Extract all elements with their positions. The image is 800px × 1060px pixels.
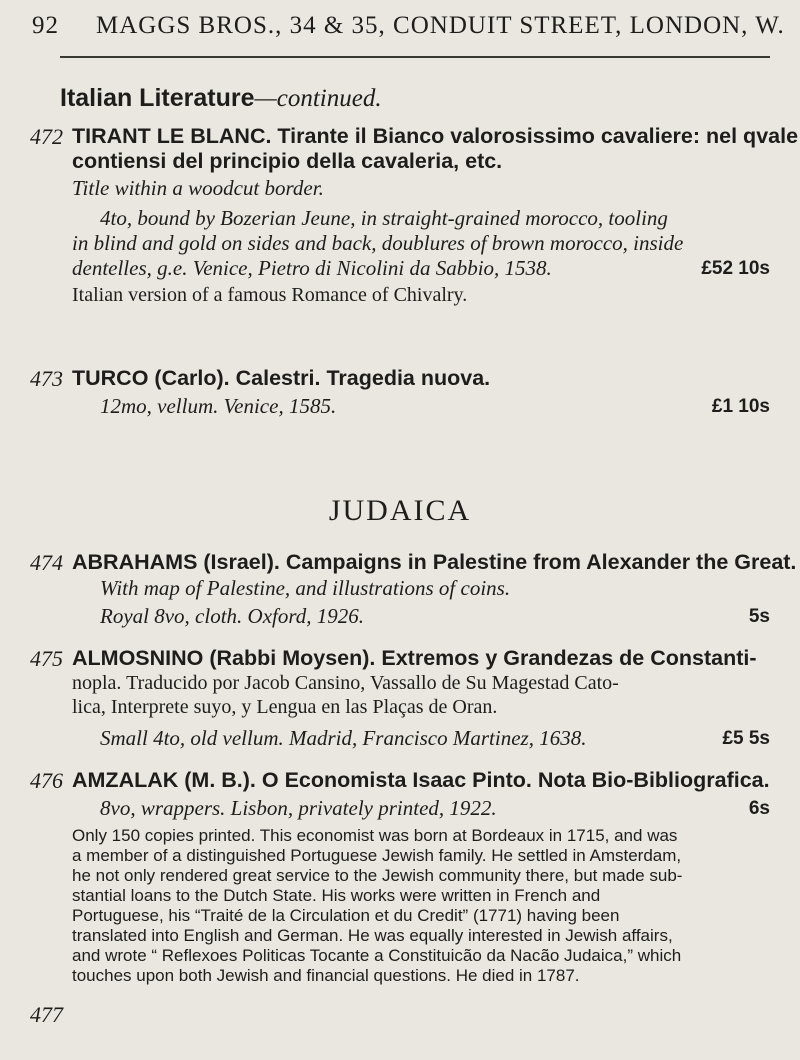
note-line: a member of a distinguished Portuguese Jewish family. He settled in Amsterdam,: [72, 846, 682, 865]
note-line: Portuguese, his “Traité de la Circulation et du Credit” (1771) having been: [72, 906, 620, 925]
entry-price: £52 10s: [701, 258, 770, 279]
entry-number: 473: [30, 366, 63, 391]
page-number: 92: [32, 12, 59, 39]
section-title-text: Italian Literature: [60, 84, 255, 112]
entry-number: 477: [30, 1002, 63, 1027]
entry-imprint: dentelles, g.e. Venice, Pietro di Nicolini da Sabbio, 1538.: [72, 256, 552, 280]
entry-heading-cont: nopla. Traducido por Jacob Cansino, Vassallo de Su Magestad Cato-: [72, 672, 619, 694]
publisher-line: MAGGS BROS., 34 & 35, CONDUIT STREET, LONDON, W.: [96, 12, 785, 39]
section-heading-judaica: JUDAICA: [328, 494, 472, 527]
entry-heading: TURCO (Carlo). Calestri. Tragedia nuova.: [72, 366, 491, 390]
entry-heading: AMZALAK (M. B.). O Economista Isaac Pinto. Nota Bio-Bibliografica.: [72, 768, 770, 792]
entry-binding-cont: in blind and gold on sides and back, doublures of brown morocco, inside: [72, 231, 684, 255]
entry-description: With map of Palestine, and illustrations of coins.: [100, 576, 511, 600]
entry-heading-cont: contiensi del principio della cavaleria, etc.: [72, 149, 503, 173]
entry-number: 476: [30, 768, 63, 793]
note-line: translated into English and German. He was equally interested in Jewish affairs,: [72, 926, 673, 945]
entry-imprint: Small 4to, old vellum. Madrid, Francisco Martinez, 1638.: [100, 726, 587, 750]
note-line: touches upon both Jewish and financial questions. He died in 1787.: [72, 966, 580, 985]
note-line: Only 150 copies printed. This economist was born at Bordeaux in 1715, and was: [72, 826, 678, 845]
entry-imprint: 8vo, wrappers. Lisbon, privately printed, 1922.: [100, 796, 497, 820]
entry-price: 6s: [748, 798, 770, 819]
entry-note: Italian version of a famous Romance of Chivalry.: [72, 284, 468, 306]
entry-heading: ALMOSNINO (Rabbi Moysen). Extremos y Grandezas de Constanti-: [72, 646, 757, 670]
entry-binding: 4to, bound by Bozerian Jeune, in straight-grained morocco, tooling: [100, 206, 668, 230]
entry-price: £5 5s: [722, 728, 770, 749]
entry-heading: TIRANT LE BLANC. Tirante il Bianco valorosissimo cavaliere: nel qvale: [72, 124, 799, 148]
entry-price: £1 10s: [711, 396, 770, 417]
note-line: and wrote “ Reflexoes Politicas Tocante a Constituicão da Nacão Judaica,” which: [72, 946, 682, 965]
entry-heading-cont-2: lica, Interprete suyo, y Lengua en las Plaças de Oran.: [72, 696, 498, 718]
section-continued: —continued.: [254, 85, 382, 112]
entry-price: 5s: [748, 606, 770, 627]
note-line: stantial loans to the Dutch State. His works were written in French and: [72, 886, 601, 905]
entry-number: 475: [30, 646, 63, 671]
entry-number: 474: [30, 550, 63, 575]
entry-imprint: Royal 8vo, cloth. Oxford, 1926.: [100, 604, 365, 628]
note-line: he not only rendered great service to the Jewish community there, but made sub-: [72, 866, 683, 885]
entry-imprint: 12mo, vellum. Venice, 1585.: [100, 394, 337, 418]
entry-description: Title within a woodcut border.: [72, 176, 324, 200]
entry-heading: ABRAHAMS (Israel). Campaigns in Palestine from Alexander the Great.: [72, 550, 797, 574]
entry-number: 472: [30, 124, 63, 149]
